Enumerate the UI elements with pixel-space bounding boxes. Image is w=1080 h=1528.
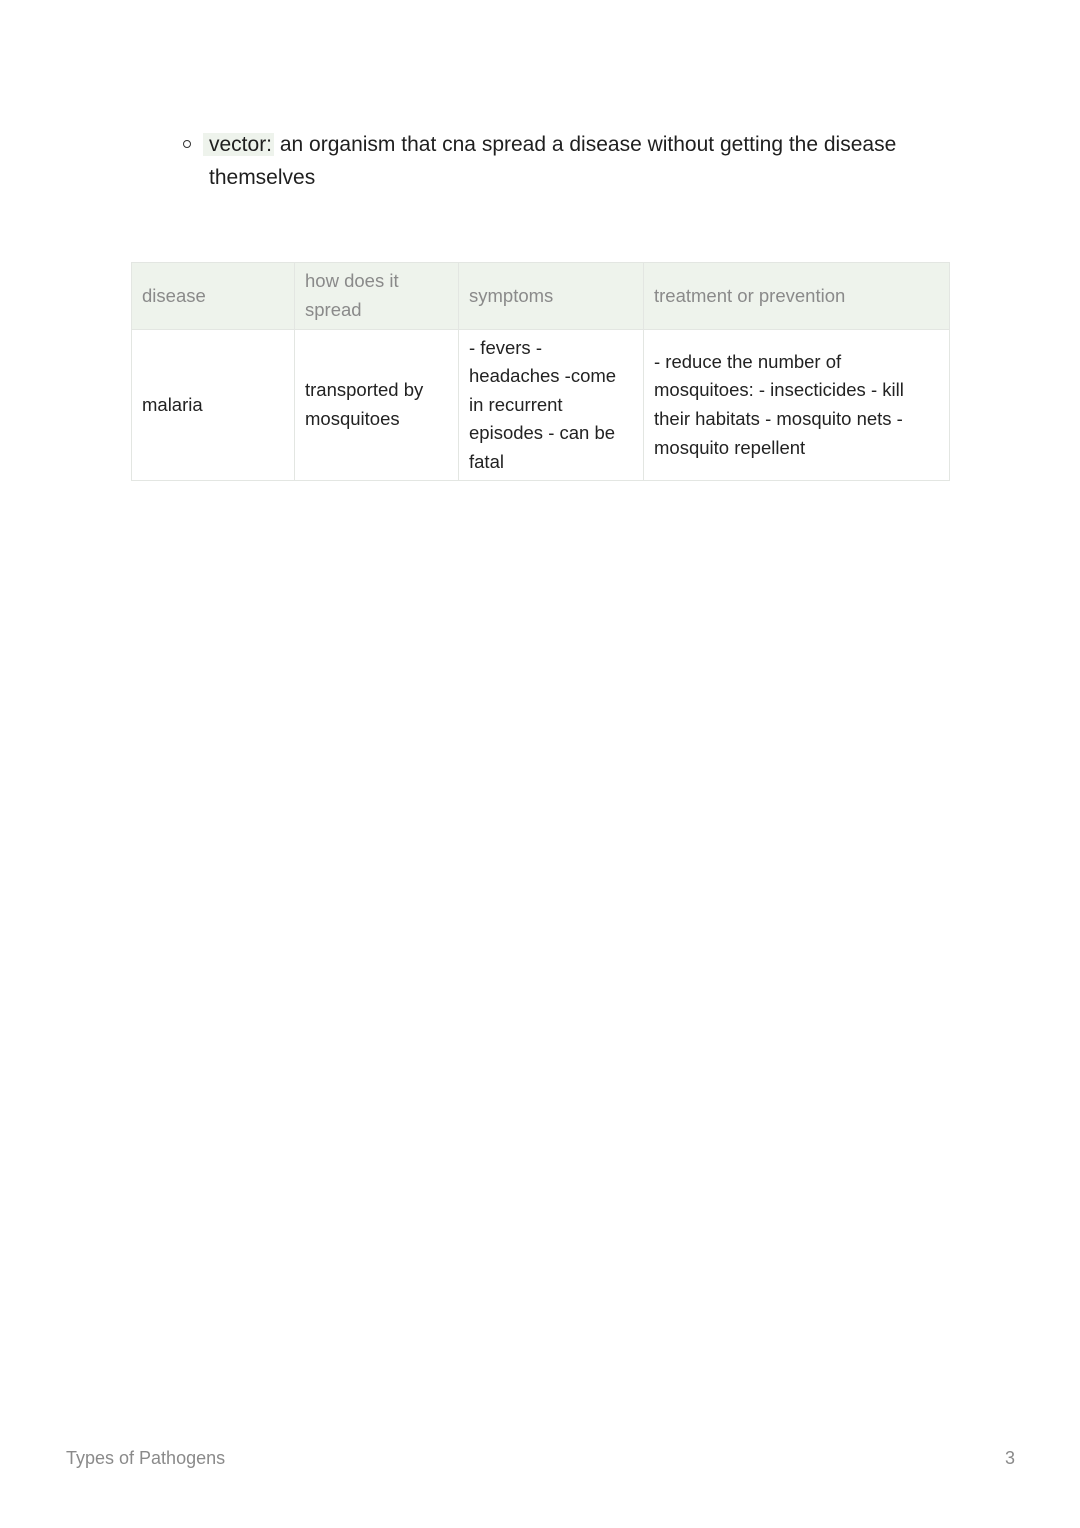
cell-treatment: - reduce the number of mosquitoes: - insecticides - kill their habitats - mosquito nets - mosquito repellent	[644, 330, 950, 481]
header-symptoms: symptoms	[459, 263, 644, 330]
header-treatment: treatment or prevention	[644, 263, 950, 330]
definition-term: vector:	[203, 133, 274, 156]
disease-table	[131, 262, 950, 481]
header-disease: disease	[132, 263, 295, 330]
hollow-circle-bullet-icon	[183, 140, 191, 148]
definition-bullet	[0, 128, 1080, 194]
table-header-row	[132, 263, 950, 330]
definition-text: an organism that cna spread a disease without getting the disease themselves	[209, 133, 897, 189]
cell-how-spread: transported by mosquitoes	[295, 330, 459, 481]
table-row	[132, 330, 950, 481]
cell-disease: malaria	[132, 330, 295, 481]
footer-document-title: Types of Pathogens	[66, 1448, 226, 1468]
bullet-item	[0, 128, 949, 194]
cell-symptoms: - fevers - headaches -come in recurrent episodes - can be fatal	[459, 330, 644, 481]
header-how-spread: how does it spread	[295, 263, 459, 330]
page-number: 3	[1004, 1448, 1015, 1468]
